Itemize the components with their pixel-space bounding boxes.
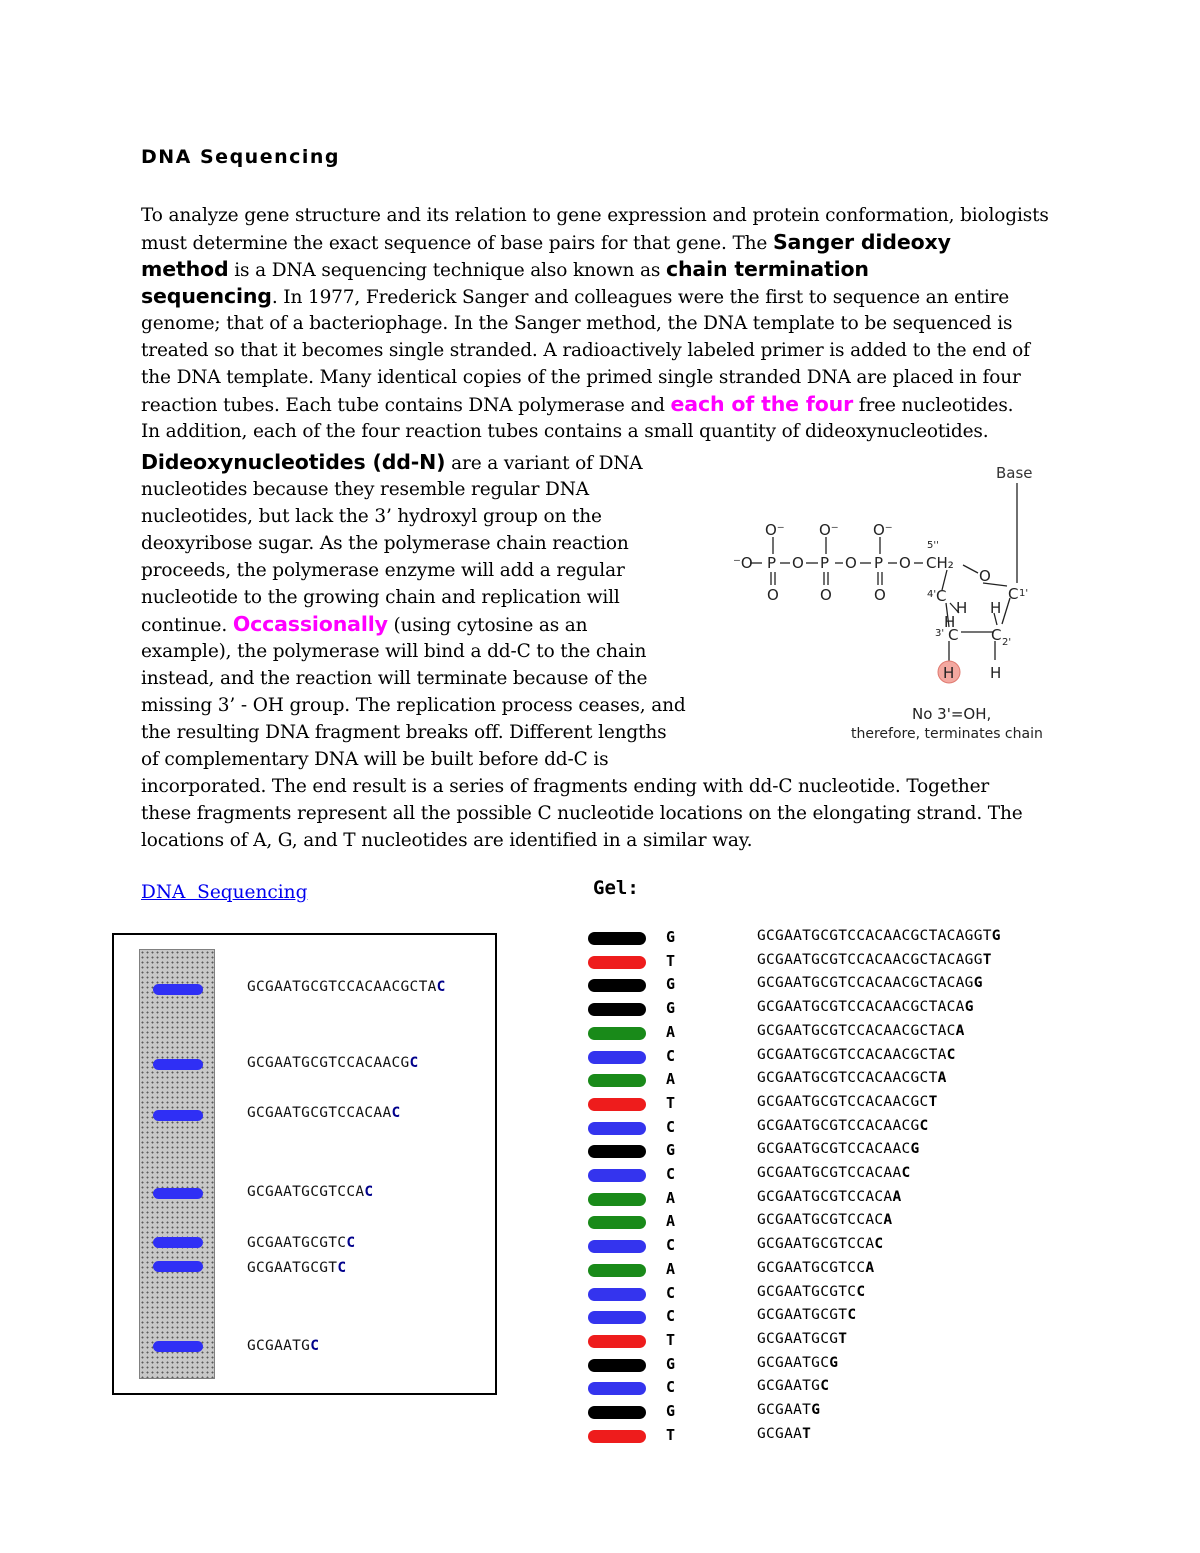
- term-sanger-dideoxy: Sanger dideoxy: [772, 230, 951, 254]
- gel-fragment-sequence: GCGAATGCGTCCACAA: [757, 1188, 902, 1205]
- terminates-chain-label: therefore, terminates chain: [851, 726, 1043, 742]
- gel-base-label: C: [666, 1283, 676, 1302]
- fragment-sequence: GCGAATGCGTCCACAAC: [247, 1105, 401, 1121]
- gel-fragment-sequence: GCGAATGCGTCCACAACGC: [757, 1117, 929, 1134]
- gel-fragment-sequence: GCGAATGCGTCCACAAC: [757, 1165, 911, 1181]
- gel-band-g: [588, 1145, 646, 1158]
- gel-base-label: G: [666, 999, 676, 1018]
- svg-text:O: O: [874, 586, 886, 604]
- svg-text:O: O: [845, 554, 857, 572]
- text-line: nucleotide to the growing chain and replication will: [141, 587, 620, 608]
- gel-band-g: [588, 932, 646, 945]
- text-line: sequencing. In 1977, Frederick Sanger and colleagues were the first to sequence an entire: [141, 284, 1010, 308]
- no-3-oh-label: No 3'=OH,: [912, 705, 992, 723]
- text-line: must determine the exact sequence of base pairs for that gene. The Sanger dideoxy: [141, 230, 951, 254]
- svg-text:C: C: [991, 626, 1002, 644]
- text-line: genome; that of a bacteriophage. In the Sanger method, the DNA template to be sequenced is: [141, 313, 1013, 334]
- gel-base-label: C: [666, 1378, 676, 1397]
- fragment-sequence: GCGAATGCGTCC: [247, 1235, 356, 1251]
- gel-fragment-sequence: GCGAATGCGTCC: [757, 1283, 866, 1300]
- gel-base-label: G: [666, 1402, 676, 1420]
- svg-text:O: O: [979, 567, 991, 585]
- gel-band-t: [588, 1098, 646, 1111]
- svg-text:P: P: [874, 554, 884, 572]
- text-line: incorporated. The end result is a series of fragments ending with dd-C nucleotide. Together: [141, 776, 990, 797]
- svg-text:C: C: [936, 587, 947, 605]
- svg-text:H: H: [943, 664, 955, 682]
- gel-band-g: [588, 1003, 646, 1016]
- gel-fragment-sequence: GCGAATGCGTCCACA: [757, 1212, 893, 1229]
- svg-text:3': 3': [935, 628, 945, 639]
- svg-text:H: H: [944, 613, 956, 631]
- text-line: example), the polymerase will bind a dd-C to the chain: [141, 641, 647, 662]
- text-line: the resulting DNA fragment breaks off. Different lengths: [141, 722, 667, 743]
- svg-text:C: C: [1008, 585, 1019, 603]
- svg-text:P: P: [767, 554, 777, 572]
- gel-title: Gel:: [593, 877, 639, 899]
- gel-band: [153, 1261, 203, 1272]
- gel-band-g: [588, 1359, 646, 1372]
- svg-text:O⁻: O⁻: [873, 521, 893, 539]
- gel-fragment-sequence: GCGAATGCGTCCACAACGCTA: [757, 1070, 947, 1087]
- gel-fragment-sequence: GCGAATGCGTCCACAACGCT: [757, 1093, 938, 1110]
- text-line: In addition, each of the four reaction tubes contains a small quantity of dideoxynucleotides.: [141, 421, 989, 442]
- gel-fragment-sequence: GCGAATGCGTCCACAACGCTACA: [757, 1022, 965, 1039]
- svg-text:O⁻: O⁻: [765, 521, 785, 539]
- gel-band-a: [588, 1074, 646, 1087]
- text-line: deoxyribose sugar. As the polymerase chain reaction: [141, 533, 629, 554]
- dna-sequencing-link[interactable]: DNA Sequencing: [141, 882, 308, 903]
- gel-band-c: [588, 1382, 646, 1395]
- svg-text:O⁻: O⁻: [819, 521, 839, 539]
- gel-base-label: C: [666, 1236, 676, 1255]
- term-dideoxynucleotides: Dideoxynucleotides (dd-N): [141, 450, 446, 474]
- gel-base-label: T: [666, 1330, 676, 1349]
- gel-base-label: A: [666, 1188, 676, 1207]
- text-line: Dideoxynucleotides (dd-N) are a variant of DNA: [141, 450, 643, 474]
- gel-fragment-sequence: GCGAATGCGT: [757, 1330, 848, 1347]
- gel-band: [153, 1059, 203, 1070]
- text-line: method is a DNA sequencing technique also known as chain termination: [141, 257, 869, 281]
- fragment-sequence: GCGAATGCGTCCACAACGCTAC: [247, 979, 446, 995]
- term-sequencing: sequencing: [141, 284, 272, 308]
- gel-band-a: [588, 1264, 646, 1277]
- fragment-sequence: GCGAATGCGTC: [247, 1260, 347, 1276]
- gel-base-label: G: [666, 1354, 676, 1373]
- text-line: To analyze gene structure and its relation to gene expression and protein conformation, biologists: [141, 205, 1049, 226]
- gel-fragment-sequence: GCGAATGCGTCCACAACGCTACAG: [757, 999, 974, 1016]
- gel-base-label: T: [666, 1425, 676, 1444]
- svg-text:O: O: [899, 554, 911, 572]
- gel-fragment-sequence: GCGAATGCGTCCACAACGCTACAGG: [757, 975, 983, 992]
- gel-base-label: C: [666, 1046, 676, 1065]
- gel-fragment-sequence: GCGAATGCGTCCACAACGCTACAGGT: [757, 951, 992, 968]
- gel-band-t: [588, 956, 646, 969]
- gel-base-label: C: [666, 1165, 676, 1183]
- fragment-sequence: GCGAATGC: [247, 1338, 320, 1354]
- gel-band-c: [588, 1240, 646, 1253]
- gel-base-label: A: [666, 1259, 676, 1278]
- gel-band: [153, 1188, 203, 1199]
- gel-base-label: A: [666, 1070, 676, 1089]
- svg-text:C: C: [948, 626, 959, 644]
- gel-fragment-sequence: GCGAATGCGTCCACAACGCTACAGGTG: [757, 928, 1001, 944]
- gel-lane: [139, 949, 215, 1379]
- gel-band: [153, 1237, 203, 1248]
- gel-base-label: C: [666, 1307, 676, 1326]
- gel-fragment-sequence: GCGAATGCGTCCACAACG: [757, 1141, 920, 1158]
- gel-band-g: [588, 979, 646, 992]
- dideoxy-paragraph: [141, 449, 686, 773]
- text-line: nucleotides because they resemble regular DNA: [141, 479, 589, 500]
- gel-band: [153, 1110, 203, 1121]
- svg-text:O: O: [820, 586, 832, 604]
- highlight-occassionally: Occassionally: [232, 612, 388, 636]
- svg-text:H: H: [990, 599, 1002, 617]
- gel-band-c: [588, 1122, 646, 1135]
- gel-band-c: [588, 1169, 646, 1182]
- gel-band-g: [588, 1406, 646, 1419]
- svg-text:1': 1': [1019, 588, 1029, 599]
- gel-base-label: T: [666, 1093, 676, 1112]
- base-label: Base: [996, 464, 1033, 482]
- gel-fragment-sequence: GCGAATGC: [757, 1378, 830, 1395]
- svg-text:O: O: [792, 554, 804, 572]
- term-method: method: [141, 257, 229, 281]
- gel-band-c: [588, 1051, 646, 1064]
- svg-text:4': 4': [927, 589, 937, 600]
- gel-fragment-sequence: GCGAAT: [757, 1425, 812, 1442]
- gel-base-label: T: [666, 951, 676, 970]
- svg-text:5'': 5'': [927, 540, 939, 551]
- gel-base-label: C: [666, 1117, 676, 1136]
- molecule-atom-labels: [733, 521, 1018, 682]
- dideoxynucleotide-structure-diagram: [725, 455, 1075, 755]
- gel-base-label: G: [666, 928, 676, 946]
- gel-band-t: [588, 1335, 646, 1348]
- gel-band-c: [588, 1311, 646, 1324]
- gel-band-c: [588, 1288, 646, 1301]
- page-title: DNA Sequencing: [141, 146, 341, 168]
- svg-text:H: H: [990, 664, 1002, 682]
- text-line: instead, and the reaction will terminate because of the: [141, 668, 648, 689]
- c-lane-gel-figure: [112, 933, 497, 1395]
- gel-band-a: [588, 1193, 646, 1206]
- gel-band-a: [588, 1216, 646, 1229]
- gel-fragment-sequence: GCGAATG: [757, 1402, 821, 1418]
- text-line: missing 3’ - OH group. The replication process ceases, and: [141, 695, 686, 716]
- fragment-sequence: GCGAATGCGTCCACAACGC: [247, 1055, 419, 1071]
- svg-text:P: P: [820, 554, 830, 572]
- text-line: nucleotides, but lack the 3’ hydroxyl group on the: [141, 506, 602, 527]
- svg-text:O: O: [767, 586, 779, 604]
- gel-fragment-sequence: GCGAATGCGTCCAC: [757, 1236, 884, 1253]
- term-chain-termination: chain termination: [665, 257, 869, 281]
- gel-base-label: G: [666, 975, 676, 994]
- svg-text:CH₂: CH₂: [926, 554, 954, 572]
- gel-fragment-sequence: GCGAATGCG: [757, 1354, 839, 1371]
- gel-base-label: A: [666, 1212, 676, 1231]
- text-line: continue. Occassionally (using cytosine as an: [141, 612, 588, 636]
- text-line: these fragments represent all the possible C nucleotide locations on the elongating strand. The: [141, 803, 1023, 824]
- gel-fragment-sequence: GCGAATGCGTCCACAACGCTAC: [757, 1046, 956, 1063]
- gel-fragment-sequence: GCGAATGCGTCCA: [757, 1259, 875, 1276]
- gel-band-a: [588, 1027, 646, 1040]
- gel-band: [153, 984, 203, 995]
- text-line: treated so that it becomes single stranded. A radioactively labeled primer is added to the end of: [141, 340, 1030, 361]
- text-line: of complementary DNA will be built before dd-C is: [141, 749, 609, 770]
- svg-text:2': 2': [1002, 637, 1012, 648]
- result-paragraph: [141, 773, 1023, 854]
- text-line: the DNA template. Many identical copies of the primed single stranded DNA are placed in four: [141, 367, 1021, 388]
- text-line: proceeds, the polymerase enzyme will add a regular: [141, 560, 625, 581]
- gel-base-label: G: [666, 1141, 676, 1160]
- fragment-sequence: GCGAATGCGTCCAC: [247, 1184, 374, 1200]
- text-line: reaction tubes. Each tube contains DNA polymerase and each of the four free nucleotides.: [141, 392, 1014, 416]
- gel-band-t: [588, 1430, 646, 1443]
- gel-base-label: A: [666, 1022, 676, 1041]
- text-line: locations of A, G, and T nucleotides are identified in a similar way.: [141, 830, 753, 851]
- gel-fragment-sequence: GCGAATGCGTC: [757, 1307, 857, 1324]
- highlight-each-of-the-four: each of the four: [670, 392, 854, 416]
- svg-text:⁻O: ⁻O: [733, 554, 753, 572]
- intro-paragraph: [141, 202, 1049, 445]
- svg-text:H: H: [956, 599, 968, 617]
- gel-band: [153, 1341, 203, 1352]
